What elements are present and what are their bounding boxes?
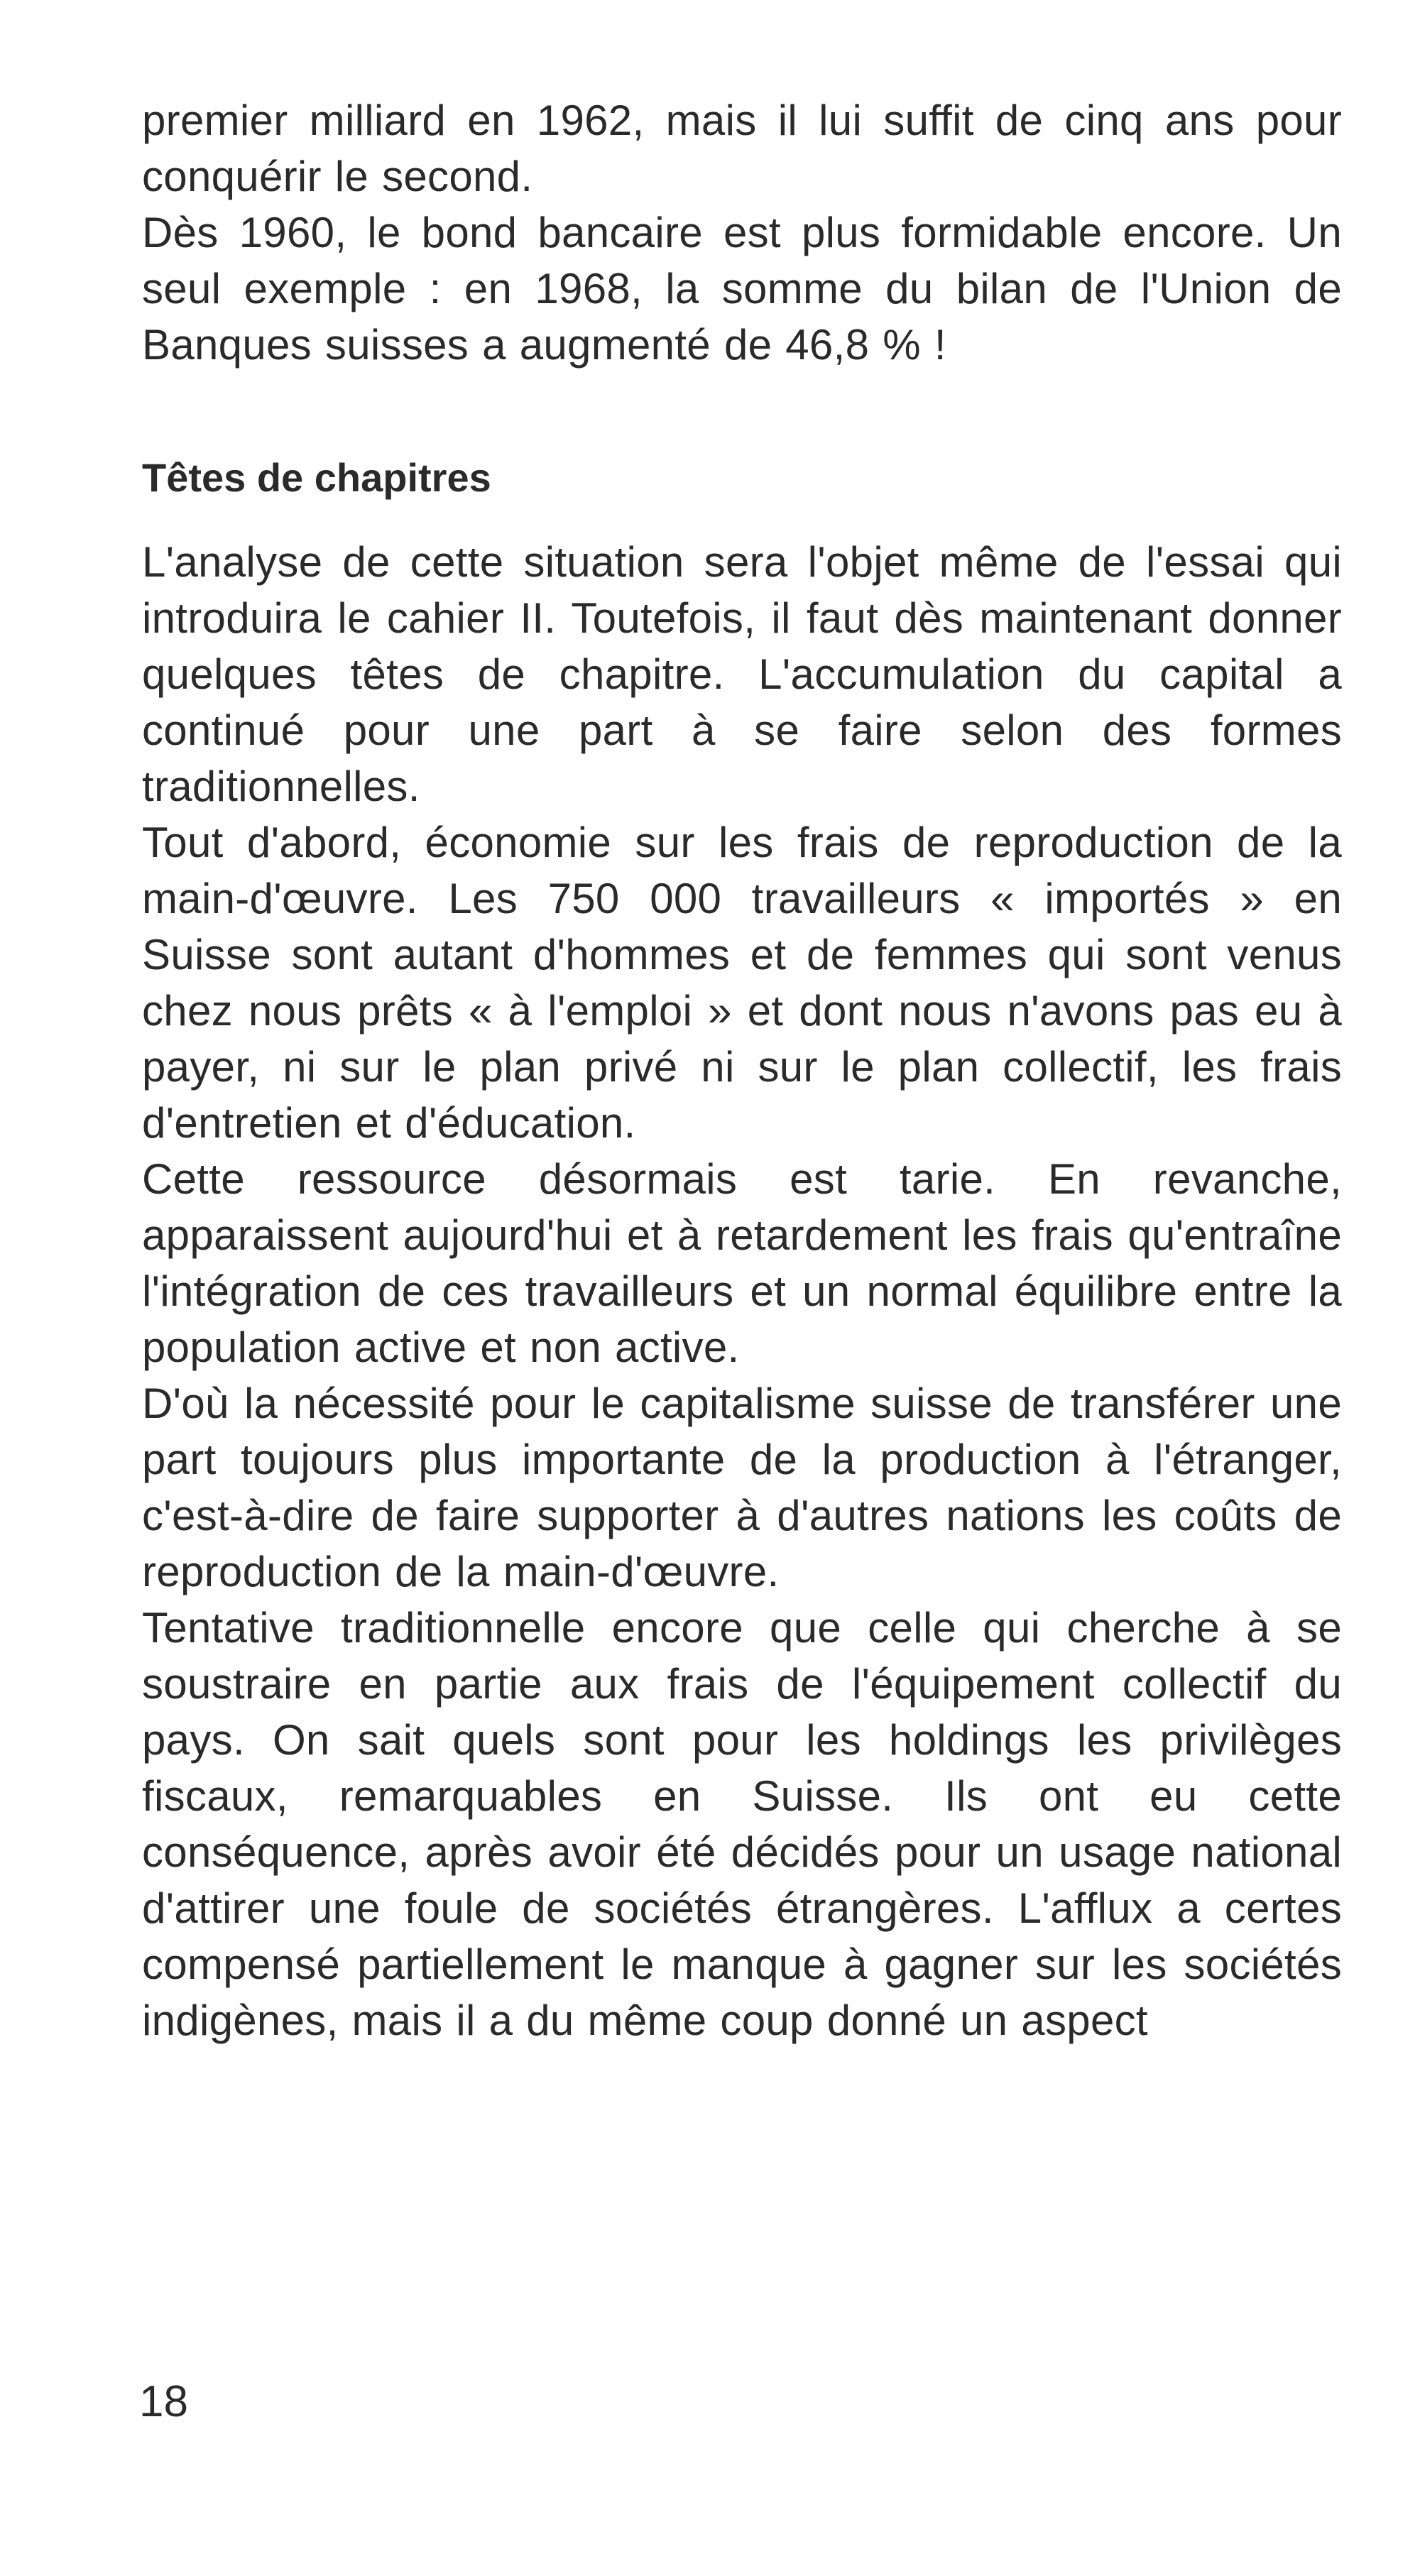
paragraph-resource: Cette ressource désormais est tarie. En revanche, apparaissent aujourd'hui et à retardement les frais qu'entraîne l'intégration de ces travailleurs et un normal équilibre entre la population active et non active. bbox=[142, 1155, 1342, 1371]
paragraph-labor-costs: Tout d'abord, économie sur les frais de reproduction de la main-d'œuvre. Les 750 000 travailleurs « importés » en Suisse sont autant d'hommes et de femmes qui sont venus chez nous prêts « à l'emploi » et dont nous n'avons pas eu à payer, ni sur le plan privé ni sur le plan collectif, les frais d'entretien et d'éducation. bbox=[142, 819, 1342, 1147]
paragraph-tax-privileges: Tentative traditionnelle encore que celle qui cherche à se soustraire en partie aux frais de l'équipement collectif du pays. On sait quels sont pour les holdings les privilèges fiscaux, remarquables en Suisse. Ils ont eu cette conséquence, après avoir été décidés pour un usage national d'attirer une foule de sociétés étrangères. L'afflux a certes compensé partiellement le manque à gagner sur les sociétés indigènes, mais il a du même coup donné un aspect bbox=[142, 1604, 1342, 2044]
paragraph-intro-2: Dès 1960, le bond bancaire est plus formidable encore. Un seul exemple : en 1968, la somme du bilan de l'Union de Banques suisses a augmenté de 46,8 % ! bbox=[142, 209, 1342, 369]
page-body bbox=[142, 92, 1342, 2048]
paragraph-intro-1: premier milliard en 1962, mais il lui suffit de cinq ans pour conquérir le second. bbox=[142, 97, 1342, 200]
paragraph-analysis: L'analyse de cette situation sera l'objet même de l'essai qui introduira le cahier II. Toutefois, il faut dès maintenant donner quelques têtes de chapitre. L'accumulation du capital a continué pour une part à se faire selon des formes traditionnelles. bbox=[142, 538, 1342, 810]
paragraph-transfer: D'où la nécessité pour le capitalisme suisse de transférer une part toujours plus importante de la production à l'étranger, c'est-à-dire de faire supporter à d'autres nations les coûts de reproduction de la main-d'œuvre. bbox=[142, 1380, 1342, 1595]
section-heading: Têtes de chapitres bbox=[142, 455, 491, 500]
page-number: 18 bbox=[139, 2377, 188, 2426]
